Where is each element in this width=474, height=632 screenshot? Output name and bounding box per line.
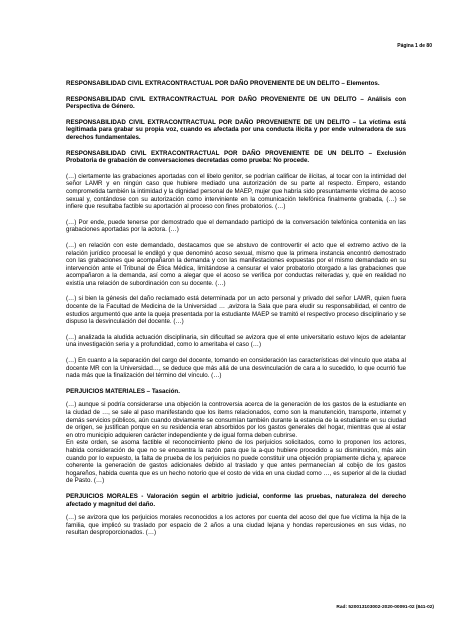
paragraph-defendant: (…) en relación con este demandado, destacamos que se abstuvo de controvertir el acto que el extremo activo de la relación jurídico procesal le endilgó y que denominó acoso sexual, mismo que la primera instancia encontró demostrado con las grabaciones que acompañaron la demanda y con las manifestaciones expuestas por el mismo demandado en su intervención ante el Tribunal de Ética Médica, limitándose a censurar el valor probatorio otorgado a las grabaciones que acompañaron a la demanda, así como a alegar que el acoso se verifica por conductas reiteradas y, que en realidad no existía una relación de subordinación con su docente. (…) bbox=[66, 241, 406, 287]
paragraph-expenses: (…) aunque si podría considerarse una objeción la controversia acerca de la generación de los gastos de la estudiante en la ciudad de …, se sale al paso manifestando que los ítems relacionados, como son la manutención, transporte, internet y demás servicios públicos, aún cuando obviamente se consumían también durante la estancia de la estudiante en su ciudad de origen, se justifican porque en su residencia eran absorbidos por los gastos generales del hogar, mientras que al estar en otro municipio adquieren carácter independiente y de igual forma deben cubrirse. bbox=[66, 401, 406, 439]
page-number: Página 1 de 80 bbox=[397, 43, 432, 49]
paragraph-participation: (…) Por ende, puede tenerse por demostrado que el demandado participó de la conversación telefónica contenida en las grabaciones aportadas por la actora. (…) bbox=[66, 218, 406, 234]
heading-evidence-exclusion: RESPONSABILIDAD CIVIL EXTRACONTRACTUAL POR DAÑO PROVENIENTE DE UN DELITO – Exclusión Probatoria de grabación de conversaciones decretadas como prueba: No procede. bbox=[66, 149, 406, 165]
paragraph-disciplinary: (…) analizada la aludida actuación disciplinaria, sin dificultad se avizora que el ente universitario estuvo lejos de adelantar una investigación seria y a profundidad, como lo ameritaba el caso (…) bbox=[66, 333, 406, 349]
paragraph-recognition: En este orden, se asoma factible el reconocimiento pleno de los perjuicios solicitados, como lo proponen los actores, habida consideración de que no se encuentra la razón para que la a-quo hubiere procedido a su disminución, más aún cuando por lo expuesto, la falta de prueba de los perjuicios no puede constituir una objeción propiamente dicha y, aparece coherente la generación de gastos adicionales debido al traslado y que antes permanecían al cobijo de los gastos hogareños, habida cuenta que es un hecho notorio que el costo de vida en una ciudad como …, es superior al de la ciudad de Pasto. (…) bbox=[66, 439, 406, 485]
document-body bbox=[66, 80, 406, 545]
case-reference: Rad: 520013103002-2020-00091-02 (841-02) bbox=[336, 605, 434, 610]
paragraph-separation: (…) En cuanto a la separación del cargo del docente, tomando en consideración las características del vínculo que ataba al docente MR con la Universidad…, se deduce que más allá de una desvinculación de cara a lo sucedido, lo que ocurrió fue nada más que la finalización del término del vínculo. (…) bbox=[66, 357, 406, 380]
paragraph-university-process: (…) si bien la génesis del daño reclamado está determinada por un acto personal y privado del señor LAMR, quien fuera docente de la Facultad de Medicina de la Universidad … ,avizora la Sala que para eludir su responsabilidad, el centro de estudios argumentó que ante la queja presentada por la estudiante MAEP se tramitó el respectivo proceso disciplinario y se dispuso la desvinculación del docente. (…) bbox=[66, 295, 406, 326]
heading-victim-recording: RESPONSABILIDAD CIVIL EXTRACONTRACTUAL POR DAÑO PROVENIENTE DE UN DELITO – La víctima está legitimada para grabar su propia voz, cuando es afectada por una conducta ilícita y por ende vulneradora de sus derechos fundamentales. bbox=[66, 118, 406, 141]
section-material-damages-title: PERJUICIOS MATERIALES – Tasación. bbox=[66, 387, 180, 395]
paragraph-moral-damages: (…) se avizora que los perjuicios morales reconocidos a los actores por cuenta del acoso del que fue víctima la hija de la familia, que implicó su traslado por espacio de 2 años a una ciudad lejana y hondas repercusiones en sus vidas, no resultan desproporcionados. (…) bbox=[66, 514, 406, 537]
heading-elements: RESPONSABILIDAD CIVIL EXTRACONTRACTUAL POR DAÑO PROVENIENTE DE UN DELITO – Elementos. bbox=[66, 80, 380, 87]
paragraph-recordings: (…) ciertamente las grabaciones aportadas con el libelo genitor, se podrían calificar de ilícitas, al tocar con la intimidad del señor LAMR y en ningún caso que hubiere mediado una autorización de su parte al respecto. Empero, estando comprometida también la intimidad y la dignidad personal de MAEP, mujer que habría sido presuntamente víctima de acoso sexual y, contándose con su autorización como interviniente en la comunicación telefónica finalmente grabada, (…) se infiere que resultaba factible su aportación al proceso con fines probatorios. (…) bbox=[66, 172, 406, 211]
heading-gender-perspective: RESPONSABILIDAD CIVIL EXTRACONTRACTUAL POR DAÑO PROVENIENTE DE UN DELITO – Análisis con Perspectiva de Género. bbox=[66, 95, 406, 111]
section-moral-damages-title: PERJUICIOS MORALES - Valoración según el arbitrio judicial, conforme las pruebas, naturaleza del derecho afectado y magnitud del daño. bbox=[66, 492, 406, 508]
